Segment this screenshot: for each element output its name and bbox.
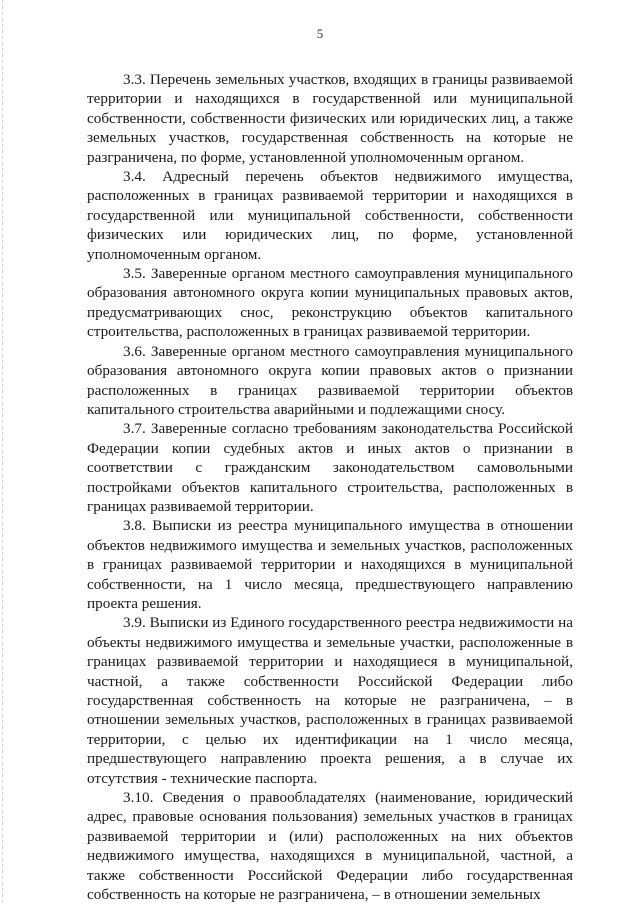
- paragraph-3-5: 3.5. Заверенные органом местного самоуправления муниципального образования автономного округа копии муниципальных правовых актов, предусматривающих снос, реконструкцию объектов капитального строительства, расположенных в границах развиваемой территории.: [87, 265, 573, 341]
- paragraph-3-6: 3.6. Заверенные органом местного самоуправления муниципального образования автономного округа копии правовых актов о признании расположенных в границах развиваемой территории объектов капитального строительства аварийными и подлежащими сносу.: [87, 342, 573, 418]
- document-body: [87, 70, 573, 904]
- paragraph-3-3: 3.3. Перечень земельных участков, входящих в границы развиваемой территории и находящихся в государственной или муниципальной собственности, собственности физических или юридических лиц, а также земельных участков, государственная собственность на которые не разграничена, по форме, установленной уполномоченным органом.: [87, 71, 573, 166]
- page-number: 5: [316, 26, 324, 41]
- paragraph-3-9: 3.9. Выписки из Единого государственного реестра недвижимости на объекты недвижимого имущества и земельные участки, расположенные в границах развиваемой территории и находящиеся в муниципальной, частной, а также собственности Российской Федерации либо государственная собственность на которые не разграничена, – в отношении земельных участков, расположенных в границах развиваемой территории, с целью их идентификации на 1 число месяца, предшествующего направлению проекта решения, а в случае их отсутствия - технические паспорта.: [87, 614, 573, 787]
- paragraph-3-10: 3.10. Сведения о правообладателях (наименование, юридический адрес, правовые основания пользования) земельных участков в границах развиваемой территории и (или) расположенных на них объектов недвижимого имущества, находящихся в муниципальной, частной, а также собственности Российской Федерации либо государственная собственность на которые не разграничена, – в отношении земельных: [87, 789, 573, 904]
- paragraph-3-7: 3.7. Заверенные согласно требованиям законодательства Российской Федерации копии судебных актов и иных актов о признании в соответствии с гражданским законодательством самовольными постройками объектов капитального строительства, расположенных в границах развиваемой территории.: [87, 420, 573, 515]
- scan-edge-line: [2, 0, 3, 905]
- paragraph-3-8: 3.8. Выписки из реестра муниципального имущества в отношении объектов недвижимого имущества и земельных участков, расположенных в границах развиваемой территории и находящихся в муниципальной собственности, на 1 число месяца, предшествующего направлению проекта решения.: [87, 517, 573, 612]
- paragraph-3-4: 3.4. Адресный перечень объектов недвижимого имущества, расположенных в границах развиваемой территории и находящихся в государственной или муниципальной собственности, собственности физических или юридических лиц, по форме, установленной уполномоченным органом.: [87, 168, 573, 263]
